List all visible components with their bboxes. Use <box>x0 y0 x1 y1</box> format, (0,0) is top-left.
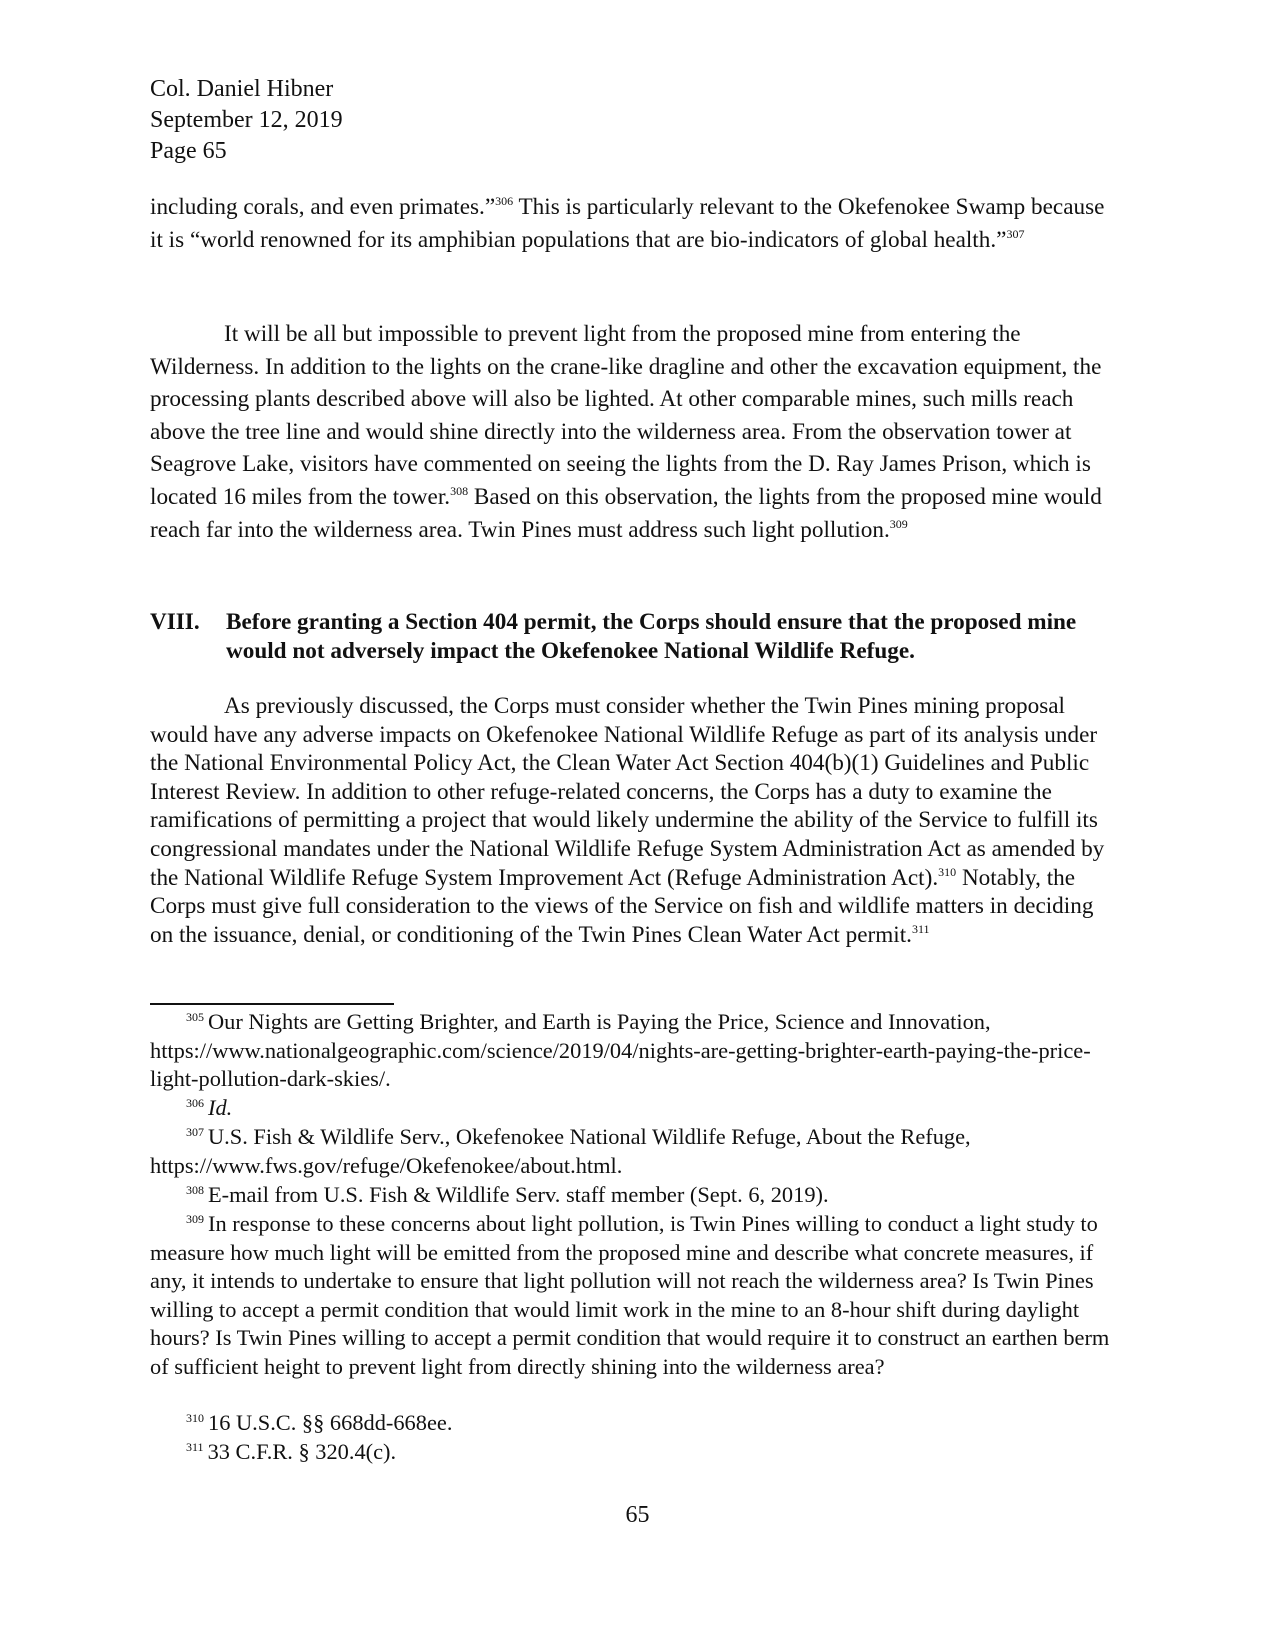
footnote-number: 311 <box>186 1440 204 1454</box>
paragraph-text: It will be all but impossible to prevent light from the proposed mine from entering the Wilderness. In addition to the lights on the crane-like dragline and other the excavation equipment, the processing plants described above will also be lighted. At other comparable mines, such mills reach above the tree line and would shine directly into the wilderness area. From the observation tower at Seagrove Lake, visitors have commented on seeing the lights from the D. Ray James Prison, which is located 16 miles from the tower. <box>150 321 1102 510</box>
page-number: 65 <box>625 1502 650 1528</box>
footnote-number: 305 <box>186 1010 204 1024</box>
recipient-name: Col. Daniel Hibner <box>150 76 334 102</box>
footnote-divider <box>150 1003 394 1005</box>
footnote-number: 310 <box>186 1411 204 1425</box>
footnote-ref-306[interactable]: 306 <box>495 194 514 208</box>
paragraph-refuge <box>150 692 1120 949</box>
footnote-ref-307[interactable]: 307 <box>1006 226 1025 241</box>
footnote-ref-309[interactable]: 309 <box>889 516 908 531</box>
paragraph-light-pollution <box>150 318 1120 546</box>
footnote-text: 16 U.S.C. §§ 668dd-668ee. <box>208 1410 453 1435</box>
paragraph-text: This is particularly relevant to the Okefenokee Swamp because it is “world renowned for its amphibian populations that are bio-indicators of global health.” <box>150 194 1105 253</box>
footnote-305 <box>150 1008 1120 1094</box>
section-number: VIII. <box>150 609 200 635</box>
paragraph-continued <box>150 191 1120 256</box>
footnote-311 <box>150 1438 1120 1467</box>
footnote-ref-310[interactable]: 310 <box>938 864 957 879</box>
footnote-number: 309 <box>186 1212 204 1226</box>
footnote-308 <box>150 1181 1120 1210</box>
footnote-ref-308[interactable]: 308 <box>450 483 469 498</box>
footnote-text: Id. <box>208 1095 233 1120</box>
footnote-number: 306 <box>186 1096 204 1110</box>
footnote-310 <box>150 1409 1120 1438</box>
footnote-text: In response to these concerns about light pollution, is Twin Pines willing to conduct a light study to measure how much light will be emitted from the proposed mine and describe what concrete measures, if any, it intends to undertake to ensure that light pollution will not reach the wilderness area? Is Twin Pines willing to accept a permit condition that would limit work in the mine to an 8-hour shift during daylight hours? Is Twin Pines willing to accept a permit condition that would require it to construct an earthen berm of sufficient height to prevent light from directly shining into the wilderness area? <box>150 1211 1110 1379</box>
paragraph-text: including corals, and even primates.” <box>150 194 496 220</box>
footnote-text: U.S. Fish & Wildlife Serv., Okefenokee National Wildlife Refuge, About the Refuge, https://www.fws.gov/refuge/Okefenokee/about.html. <box>150 1124 971 1178</box>
footnote-number: 308 <box>186 1183 204 1197</box>
footnote-306 <box>150 1094 1120 1123</box>
footnote-number: 307 <box>186 1125 204 1139</box>
footnote-text: Our Nights are Getting Brighter, and Earth is Paying the Price, Science and Innovation, https://www.nationalgeographic.com/science/2019/04/nights-are-getting-brighter-earth-paying-the-price-light-pollution-dark-skies/. <box>150 1009 1091 1091</box>
letter-date: September 12, 2019 <box>150 107 343 133</box>
footnote-307 <box>150 1123 1120 1180</box>
footnote-ref-311[interactable]: 311 <box>911 921 930 936</box>
section-heading <box>150 608 1120 665</box>
section-title: Before granting a Section 404 permit, the Corps should ensure that the proposed mine would not adversely impact the Okefenokee National Wildlife Refuge. <box>226 609 1077 664</box>
letter-header <box>150 74 343 167</box>
footnote-text: 33 C.F.R. § 320.4(c). <box>207 1439 397 1464</box>
paragraph-text: Based on this observation, the lights from the proposed mine would reach far into the wilderness area. Twin Pines must address such light pollution. <box>150 483 1102 543</box>
header-page-number: Page 65 <box>150 138 227 164</box>
footnote-309 <box>150 1210 1120 1381</box>
paragraph-text: Notably, the Corps must give full consideration to the views of the Service on fish and wildlife matters in deciding on the issuance, denial, or conditioning of the Twin Pines Clean Water Act permit. <box>150 864 1094 948</box>
footnote-text: E-mail from U.S. Fish & Wildlife Serv. staff member (Sept. 6, 2019). <box>208 1182 829 1207</box>
paragraph-text: As previously discussed, the Corps must consider whether the Twin Pines mining proposal would have any adverse impacts on Okefenokee National Wildlife Refuge as part of its analysis under the National Environmental Policy Act, the Clean Water Act Section 404(b)(1) Guidelines and Public Interest Review. In addition to other refuge-related concerns, the Corps has a duty to examine the ramifications of permitting a project that would likely undermine the ability of the Service to fulfill its congressional mandates under the National Wildlife Refuge System Administration Act as amended by the National Wildlife Refuge System Improvement Act (Refuge Administration Act). <box>150 693 1105 891</box>
